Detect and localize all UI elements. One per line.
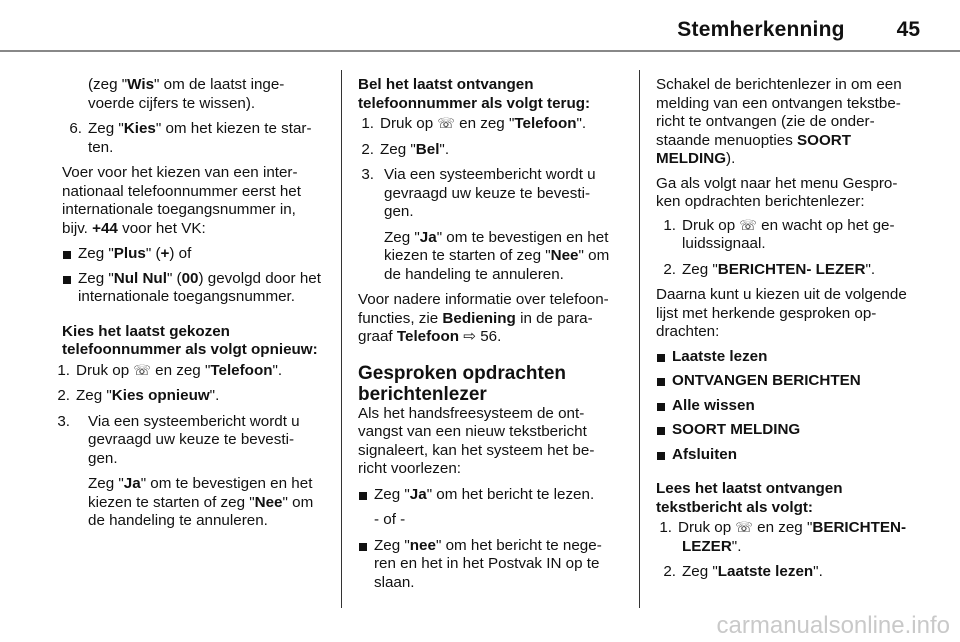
more-info-paragraph: Voor nadere informatie over telefoon- functies, zie Bediening in de para- graaf Telefoon ⇨ 56.	[358, 291, 609, 345]
command-item: SOORT MELDING	[656, 421, 926, 440]
callback-step-2: 2. Zeg "Bel".	[361, 140, 450, 158]
column-divider-1	[341, 70, 342, 608]
bullet-square-icon	[657, 378, 665, 386]
bullet-square-icon	[657, 452, 665, 460]
phone-icon: ☏	[735, 520, 753, 536]
bullet-nul-nul: Zeg "Nul Nul" (00) gevolgd door het internationale toegangsnummer.	[62, 270, 334, 307]
command-item: ONTVANGEN BERICHTEN	[656, 372, 926, 391]
bullet-square-icon	[657, 403, 665, 411]
read-step-1: 1. Druk op ☏ en zeg "BERICHTEN- LEZER".	[659, 519, 907, 555]
reader-intro: Als het handsfreesysteem de ont- vangst van een nieuw tekstbericht signaleert, kan het systeem het be- richt voorlezen:	[358, 404, 595, 477]
subheading-read-last: Lees het laatst ontvangen tekstbericht als volgt:	[656, 480, 843, 516]
bullet-nee: Zeg "nee" om het bericht te nege- ren en het in het Postvak IN op te slaan.	[358, 537, 630, 593]
menu-step-2: 2. Zeg "BERICHTEN- LEZER".	[663, 260, 876, 278]
command-item: Afsluiten	[656, 446, 926, 465]
callback-step-3: 3. Via een systeembericht wordt u gevraagd uw keuze te bevesti- gen. Zeg "Ja" om te bevestigen en het kiezen te starten of zeg "Nee" om de handeling te annuleren.	[361, 166, 610, 283]
page-number: 45	[896, 18, 920, 41]
bullet-square-icon	[63, 251, 71, 259]
column-1	[57, 76, 334, 531]
subheading-callback: Bel het laatst ontvangen telefoonnummer als volgt terug:	[358, 76, 591, 112]
column-divider-2	[639, 70, 640, 608]
page-header	[677, 18, 920, 48]
watermark: carmanualsonline.info	[716, 612, 950, 639]
continued-step: (zeg "Wis" om de laatst inge- voerde cijfers te wissen).	[88, 76, 285, 112]
bullet-square-icon	[657, 427, 665, 435]
phone-icon: ☏	[739, 217, 757, 234]
command-item: Laatste lezen	[656, 348, 926, 367]
section-heading: Gesproken opdrachten berichtenlezer	[358, 362, 566, 405]
menu-step-1: 1. Druk op ☏ en wacht op het ge- luidssignaal.	[663, 216, 895, 252]
redial-step-3: 3. Via een systeembericht wordt u gevraagd uw keuze te bevesti- gen. Zeg "Ja" om te bevestigen en het kiezen te starten of zeg "Nee" om de handeling te annuleren.	[57, 412, 314, 529]
redial-step-1: 1. Druk op ☏ en zeg "Telefoon".	[57, 361, 283, 379]
bullet-square-icon	[359, 492, 367, 500]
phone-icon: ☏	[437, 116, 455, 132]
arrow-icon: ⇨	[463, 328, 476, 345]
command-item: Alle wissen	[656, 397, 926, 416]
step-6: 6. Zeg "Kies" om het kiezen te star- ten.	[69, 120, 312, 156]
enable-reader-paragraph: Schakel de berichtenlezer in om een melding van een ontvangen tekstbe- richt te ontvangen (zie de onder- staande menuopties SOORT MELDING).	[656, 76, 902, 167]
phone-icon: ☏	[133, 362, 151, 379]
menu-paragraph: Ga als volgt naar het menu Gespro- ken opdrachten berichtenlezer:	[656, 174, 898, 210]
column-2	[358, 76, 630, 598]
international-paragraph: Voer voor het kiezen van een inter- nationaal telefoonnummer eerst het internationale toegangsnummer in, bijv. +44 voor het VK:	[62, 164, 301, 237]
bullet-plus: Zeg "Plus" (+) of	[62, 245, 334, 264]
callback-step-1: 1. Druk op ☏ en zeg "Telefoon".	[361, 115, 587, 132]
redial-step-2: 2. Zeg "Kies opnieuw".	[57, 387, 220, 404]
command-list-intro: Daarna kunt u kiezen uit de volgende lijst met herkende gesproken op- drachten:	[656, 286, 907, 340]
header-rule	[0, 50, 960, 52]
bullet-square-icon	[657, 354, 665, 362]
bullet-square-icon	[359, 543, 367, 551]
column-3	[656, 76, 926, 582]
read-step-2: 2. Zeg "Laatste lezen".	[663, 563, 823, 580]
bullet-ja: Zeg "Ja" om het bericht te lezen.	[358, 486, 630, 505]
bullet-square-icon	[63, 276, 71, 284]
or-text: - of -	[374, 511, 406, 528]
subheading-redial: Kies het laatst gekozen telefoonnummer als volgt opnieuw:	[62, 322, 318, 358]
page-title: Stemherkenning	[677, 18, 845, 41]
